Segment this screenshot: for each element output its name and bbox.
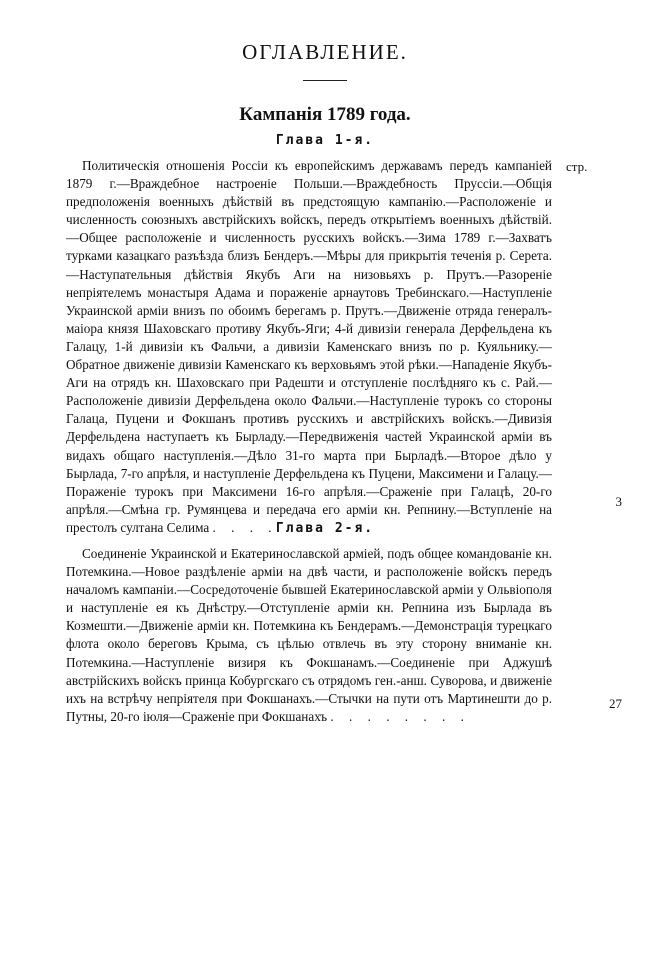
chapter-1-summary [66, 157, 552, 537]
chapter-1-leader: . . . . [212, 519, 278, 535]
chapter-2-page-number: 27 [609, 696, 622, 711]
campaign-title: Кампанія 1789 года. [239, 104, 411, 125]
page-column-label: стр. [566, 159, 588, 174]
chapter-1-text: Политическія отношенія Россіи къ европейскимъ державамъ передъ кампаніей 1879 г.—Враждебное настроеніе Польши.—Враждебность Пруссіи.—Общія предположенія военныхъ дѣйствій въ предстоящую кампанію.—Расположеніе и численность союзныхъ австрійскихъ войскъ, передъ открытіемъ военныхъ дѣйствій.—Общее расположеніе и численность русскихъ войскъ.—Зима 1789 г.—Захватъ турками казацкаго разъѣзда близъ Бендеръ.—Мѣры для прикрытія теченія р. Серета.—Наступательныя дѣйствія Якубъ Аги на низовьяхъ р. Прутъ.—Разореніе непріятелемъ монастыря Адама и пораженіе арнаутовъ Требинскаго.—Наступленіе Украинской арміи внизъ по обоимъ берегамъ р. Прутъ.—Движеніе отряда генералъ-маіора князя Шаховскаго противу Якубъ-Яги; 4-й дивизіи генерала Дерфельдена къ Галацу, 1-й дивизіи къ Фальчи, а дивизіи Каменскаго внизъ по р. Куяльнику.—Обратное движеніе дивизіи Каменскаго къ верховьямъ этой рѣки.—Нападеніе Якубъ-Аги на отрядъ кн. Шаховскаго при Радешти и отступленіе послѣдняго къ с. Рай.—Расположеніе дивизіи Дерфельдена около Фальчи.—Наступленіе турокъ со стороны Галаца, Пуцени и Фокшанъ противъ русскихъ и австрійскихъ войскъ.—Дивизія Дерфельдена наступаетъ къ Бырладу.—Передвиженія частей Украинской арміи въ видахъ общаго наступленія.—Дѣло 31-го марта при Бырладѣ.—Второе дѣло у Бырлада, 7-го апрѣля, и наступленіе Дерфельдена къ Пуцени, Максимени и Галацу.—Пораженіе турокъ при Максимени 16-го апрѣля.—Сраженіе при Галацѣ, 20-го апрѣля.—Смѣна гр. Румянцева и передача его арміи кн. Репнину.—Вступленіе на престолъ султана Селима [66, 158, 552, 535]
title-divider [303, 80, 347, 81]
chapter-1-heading: Глава 1-я. [275, 133, 375, 148]
chapter-2-text: Соединеніе Украинской и Екатеринославской арміей, подъ общее командованіе кн. Потемкина.—Новое раздѣленіе арміи на двѣ части, и расположеніе войскъ передъ началомъ кампаніи.—Сосредоточеніе бывшей Екатеринославской арміи у Ольвіополя и наступленіе ея къ Днѣстру.—Отступленіе арміи кн. Репнина изъ Бырлада въ Козмешти.—Движеніе арміи кн. Потемкина къ Бендерамъ.—Демонстрація турецкаго флота около береговъ Крыма, съ цѣлью отвлечь въ эту сторону вниманіе кн. Потемкина.—Наступленіе визиря къ Фокшанамъ.—Соединеніе при Аджушѣ австрійскихъ войскъ принца Кобургскаго съ отрядомъ ген.-анш. Суворова, и движеніе ихъ на встрѣчу непріятеля при Фокшанахъ.—Стычки на пути отъ Мартинешти до р. Путны, 20-го іюля—Сраженіе при Фокшанахъ [66, 546, 552, 724]
chapter-2-summary [66, 545, 552, 726]
page-title: ОГЛАВЛЕНИЕ. [242, 40, 408, 64]
chapter-1-page-number: 3 [615, 494, 622, 509]
chapter-2-leader: . . . . . . . . [330, 708, 470, 724]
chapter-2-heading: Глава 2-я. [275, 521, 375, 536]
